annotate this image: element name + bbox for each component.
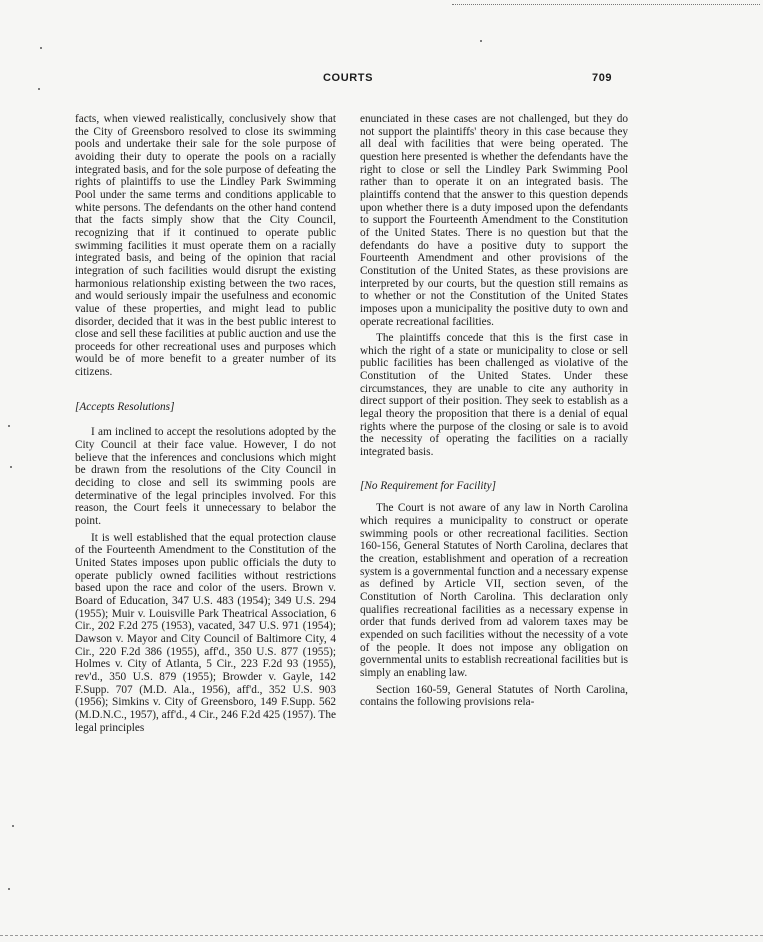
right-paragraph-1: enunciated in these cases are not challenged, but they do not support the plaintiffs' theory in this case because they all deal with facilities that were being operated. The question here presented is whether the defendants have the right to close or sell the Lindley Park Swimming Pool rather than to operate it on an integrated basis. The plaintiffs contend that the answer to this question depends upon whether there is a duty imposed upon the defendants to support the Fourteenth Amendment to the Constitution of the United States. There is no question but that the defendants do have a positive duty to support the Fourteenth Amendment and other provisions of the Constitution of the United States, as these provisions are interpreted by our courts, but the question still remains as to whether or not the Constitution of the United States imposes upon a municipality the positive duty to own and operate recreational facilities.: [360, 113, 628, 328]
scan-speck: [8, 425, 10, 427]
left-column: [75, 113, 336, 734]
page-title: COURTS: [323, 72, 374, 84]
left-paragraph-2: I am inclined to accept the resolutions adopted by the City Council at their face value. However, I do not believe that the inferences and conclusions which might be drawn from the resolutions of the City Council in deciding to close and sell its swimming pools are determinative of the legal principles involved. For this reason, the Court feels it unnecessary to belabor the point.: [75, 426, 336, 528]
scan-speck: [10, 466, 12, 468]
right-column: [360, 113, 628, 709]
scan-edge-bottom: [0, 935, 763, 939]
page-number: 709: [592, 72, 613, 84]
left-paragraph-1: facts, when viewed realistically, conclusively show that the City of Greensboro resolved to close its swimming pools and undertake their sale for the sole purpose of avoiding their duty to operate the pools on a racially integrated basis, and for the sole purpose of defeating the rights of plaintiffs to use the Lindley Park Swimming Pool under the same terms and conditions applicable to white persons. The defendants on the other hand contend that the facts simply show that the City Council, recognizing that if it continued to operate public swimming facilities it must operate them on a racially integrated basis, and being of the opinion that racial integration of such facilities would disrupt the existing harmonious relationship existing between the two races, and would seriously impair the usefulness and economic value of these properties, and might lead to public disorder, decided that it was in the best public interest to close and sell these facilities at public auction and use the proceeds for other recreational uses and purposes which would be of more benefit to a greater number of its citizens.: [75, 113, 336, 379]
right-paragraph-3: The Court is not aware of any law in North Carolina which requires a municipality to construct or operate swimming pools or other recreational facilities. Section 160-156, General Statutes of North Carolina, declares that the creation, establishment and operation of a recreation system is a governmental function and a necessary expense as defined by Article VII, section seven, of the Constitution of North Carolina. This declaration only qualifies recreational facilities as a necessary expense in order that funds derived from ad valorem taxes may be expended on such facilities without the necessity of a vote of the people. It does not impose any obligation on governmental units to establish recreational facilities but is simply an enabling law.: [360, 502, 628, 679]
scan-speck: [40, 47, 42, 49]
right-paragraph-4: Section 160-59, General Statutes of North Carolina, contains the following provisions rela-: [360, 683, 628, 709]
scan-speck: [480, 40, 482, 42]
scan-speck: [8, 888, 10, 890]
right-paragraph-2: The plaintiffs concede that this is the first case in which the right of a state or municipality to close or sell public facilities has been challenged as violative of the Constitution of the United States. Under these circumstances, they are unable to cite any authority in direct support of their position. They seek to establish as a legal theory the proposition that there is a denial of equal rights where the purpose of the closing or sale is to avoid the necessity of operating the facilities on a racially integrated basis.: [360, 332, 628, 459]
scan-edge-top: [452, 4, 760, 5]
right-section-heading: [No Requirement for Facility]: [360, 479, 497, 492]
left-section-heading: [Accepts Resolutions]: [75, 400, 175, 413]
scan-speck: [38, 88, 40, 90]
scan-speck: [12, 825, 14, 827]
left-paragraph-3: It is well established that the equal protection clause of the Fourteenth Amendment to the Constitution of the United States imposes upon public officials the duty to operate publicly owned facilities without restrictions based upon the race and color of the users. Brown v. Board of Education, 347 U.S. 483 (1954); 349 U.S. 294 (1955); Muir v. Louisville Park Theatrical Association, 6 Cir., 202 F.2d 275 (1953), vacated, 347 U.S. 971 (1954); Dawson v. Mayor and City Council of Baltimore City, 4 Cir., 220 F.2d 386 (1955), aff'd., 350 U.S. 877 (1955); Holmes v. City of Atlanta, 5 Cir., 223 F.2d 93 (1955), rev'd., 350 U.S. 879 (1955); Browder v. Gayle, 142 F.Supp. 707 (M.D. Ala., 1956), aff'd., 352 U.S. 903 (1956); Simkins v. City of Greensboro, 149 F.Supp. 562 (M.D.N.C., 1957), aff'd., 4 Cir., 246 F.2d 425 (1957). The legal principles: [75, 531, 336, 734]
